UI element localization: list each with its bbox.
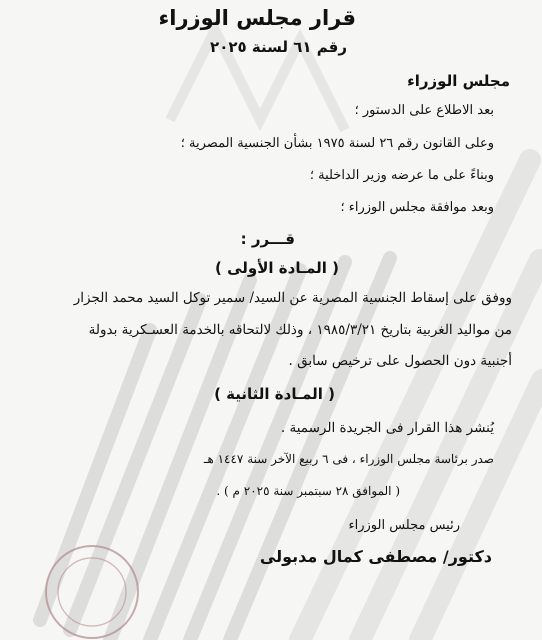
recital-line: وبناءً على ما عرضه وزير الداخلية ؛ [309, 168, 494, 183]
stamp-seal [46, 546, 138, 638]
article-1-line: أجنبية دون الحصول على ترخيص سابق . [288, 353, 512, 369]
recital-line: بعد الاطلاع على الدستور ؛ [354, 103, 494, 118]
article-1-heading: ( المـادة الأولى ) [215, 259, 339, 277]
article-1-line: من مواليد الغربية بتاريخ ١٩٨٥/٣/٢١ ، وذلك لالتحاقه بالخدمة العسـكرية بدولة [88, 322, 512, 338]
issuer-heading: مجلس الوزراء [407, 72, 510, 90]
recital-line: وعلى القانون رقم ٢٦ لسنة ١٩٧٥ بشأن الجنسية المصرية ؛ [180, 136, 494, 151]
decree-number: رقم ٦١ لسنة ٢٠٢٥ [210, 38, 347, 56]
decided-heading: قـــرر : [240, 230, 295, 248]
page-title: قرار مجلس الوزراء [158, 6, 356, 30]
article-2-heading: ( المـادة الثانية ) [214, 385, 335, 403]
article-1-line: ووفق على إسقاط الجنسية المصرية عن السيد/ سمير توكل السيد محمد الجزار [73, 290, 512, 306]
issued-date-hijri: صدر برئاسة مجلس الوزراء ، فى ٦ ربيع الآخر سنة ١٤٤٧ هـ [203, 452, 494, 466]
article-2-text: يُنشر هذا القرار فى الجريدة الرسمية . [280, 420, 494, 436]
signature-name: دكتور/ مصطفى كمال مدبولى [259, 547, 492, 566]
signature-title: رئيس مجلس الوزراء [348, 518, 460, 533]
issued-date-gregorian: ( الموافق ٢٨ سبتمبر سنة ٢٠٢٥ م ) . [216, 484, 400, 498]
recital-line: وبعد موافقة مجلس الوزراء ؛ [340, 200, 494, 215]
